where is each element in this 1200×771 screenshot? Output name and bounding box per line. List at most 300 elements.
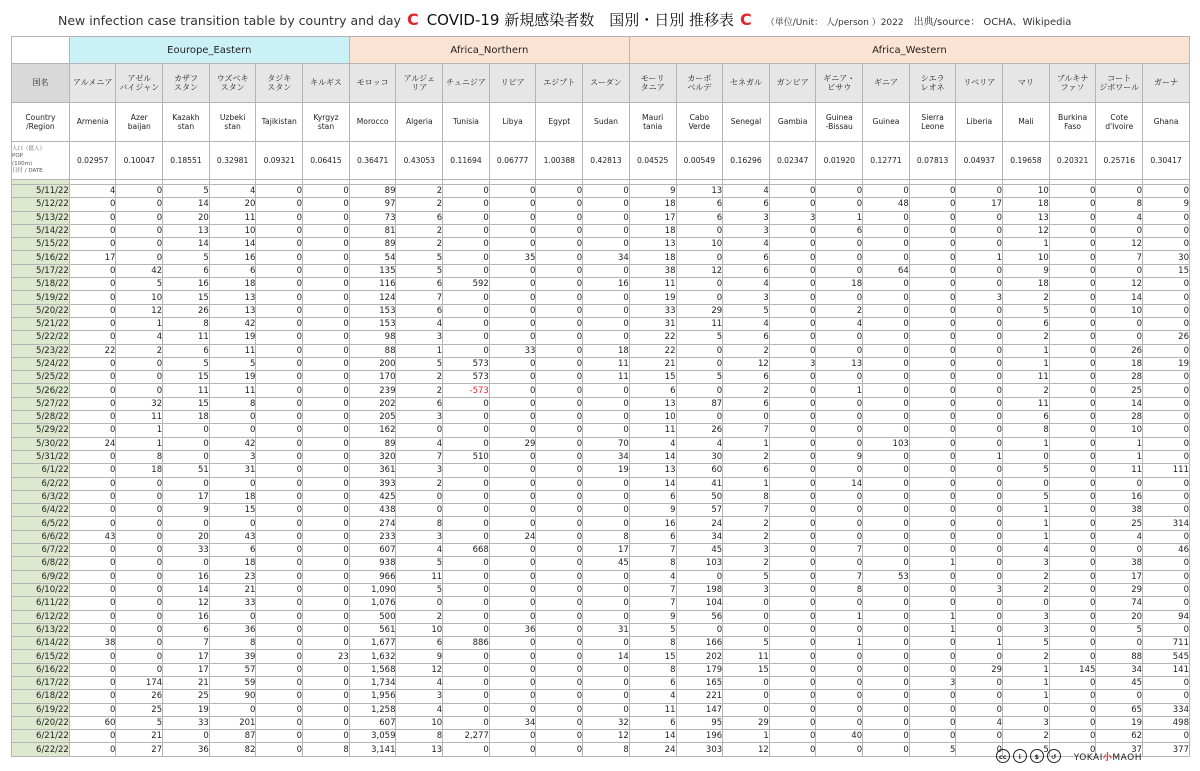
- case-count-cell: 0: [909, 331, 956, 344]
- case-count-cell: 11: [396, 570, 443, 583]
- case-count-cell: 0: [863, 557, 910, 570]
- case-count-cell: 0: [303, 211, 350, 224]
- case-count-cell: 1: [909, 557, 956, 570]
- date-cell: 6/4/22: [12, 504, 70, 517]
- case-count-cell: 2: [1003, 583, 1050, 596]
- table-row: [12, 730, 1190, 743]
- case-count-cell: 886: [443, 637, 490, 650]
- case-count-cell: 15: [209, 504, 256, 517]
- case-count-cell: 19: [1096, 716, 1143, 729]
- case-count-cell: 0: [1096, 317, 1143, 330]
- case-count-cell: 0: [489, 291, 536, 304]
- case-count-cell: 3,059: [349, 730, 396, 743]
- case-count-cell: 0: [1049, 690, 1096, 703]
- case-count-cell: 0: [723, 703, 770, 716]
- case-count-cell: 0: [536, 317, 583, 330]
- case-count-cell: 274: [349, 517, 396, 530]
- case-count-cell: 0: [863, 743, 910, 756]
- case-count-cell: 11: [1003, 397, 1050, 410]
- case-count-cell: 0: [536, 211, 583, 224]
- case-count-cell: 21: [163, 676, 210, 689]
- case-count-cell: 10: [1003, 185, 1050, 198]
- case-count-cell: 17: [163, 490, 210, 503]
- case-count-cell: 9: [629, 185, 676, 198]
- case-count-cell: 162: [349, 424, 396, 437]
- case-count-cell: 16: [163, 278, 210, 291]
- case-count-cell: 12: [163, 597, 210, 610]
- case-count-cell: 0: [769, 637, 816, 650]
- case-count-cell: 4: [396, 317, 443, 330]
- case-count-cell: 0: [816, 464, 863, 477]
- case-count-cell: 2: [396, 477, 443, 490]
- case-count-cell: 9: [396, 650, 443, 663]
- case-count-cell: 8: [629, 663, 676, 676]
- case-count-cell: 0: [956, 504, 1003, 517]
- case-count-cell: 2,277: [443, 730, 490, 743]
- case-count-cell: 0: [863, 517, 910, 530]
- case-count-cell: 314: [1143, 517, 1190, 530]
- case-count-cell: 15: [723, 663, 770, 676]
- date-cell: 5/27/22: [12, 397, 70, 410]
- population-value: 0.11694: [443, 142, 490, 180]
- case-count-cell: 0: [956, 490, 1003, 503]
- case-count-cell: 0: [816, 264, 863, 277]
- date-cell: 6/8/22: [12, 557, 70, 570]
- country-name-en: Armenia: [69, 103, 116, 142]
- case-count-cell: 0: [489, 264, 536, 277]
- case-count-cell: 0: [256, 544, 303, 557]
- case-count-cell: 6: [629, 676, 676, 689]
- case-count-cell: 1: [956, 450, 1003, 463]
- case-count-cell: 0: [769, 650, 816, 663]
- region-header: Africa_Western: [629, 37, 1189, 64]
- case-count-cell: 153: [349, 317, 396, 330]
- case-count-cell: 0: [676, 411, 723, 424]
- case-count-cell: 10: [116, 291, 163, 304]
- case-count-cell: 13: [209, 291, 256, 304]
- case-count-cell: 0: [1143, 477, 1190, 490]
- table-row: [12, 424, 1190, 437]
- case-count-cell: 0: [863, 238, 910, 251]
- table-row: [12, 530, 1190, 543]
- case-count-cell: 0: [583, 238, 630, 251]
- case-count-cell: 8: [629, 637, 676, 650]
- case-count-cell: 89: [349, 185, 396, 198]
- case-count-cell: 36: [163, 743, 210, 756]
- case-count-cell: 166: [676, 637, 723, 650]
- case-count-cell: 0: [816, 557, 863, 570]
- case-count-cell: 90: [209, 690, 256, 703]
- case-count-cell: 0: [116, 583, 163, 596]
- case-count-cell: 8: [583, 743, 630, 756]
- case-count-cell: 0: [443, 304, 490, 317]
- case-count-cell: 0: [1003, 703, 1050, 716]
- case-count-cell: 19: [1143, 357, 1190, 370]
- case-count-cell: 29: [1096, 583, 1143, 596]
- case-count-cell: 0: [909, 344, 956, 357]
- case-count-cell: 0: [489, 477, 536, 490]
- case-count-cell: 0: [303, 716, 350, 729]
- case-count-cell: 97: [349, 198, 396, 211]
- case-count-cell: 43: [69, 530, 116, 543]
- case-count-cell: 9: [163, 504, 210, 517]
- case-count-cell: 4: [1096, 530, 1143, 543]
- date-cell: 6/12/22: [12, 610, 70, 623]
- case-count-cell: 17: [583, 544, 630, 557]
- country-name-en: Cabo Verde: [676, 103, 723, 142]
- date-cell: 6/6/22: [12, 530, 70, 543]
- table-row: [12, 650, 1190, 663]
- case-count-cell: 0: [69, 490, 116, 503]
- case-count-cell: 0: [863, 716, 910, 729]
- case-count-cell: 18: [629, 251, 676, 264]
- case-count-cell: 0: [303, 703, 350, 716]
- case-count-cell: 0: [1049, 238, 1096, 251]
- case-count-cell: 15: [163, 371, 210, 384]
- case-count-cell: 8: [1003, 424, 1050, 437]
- case-count-cell: 0: [69, 477, 116, 490]
- case-count-cell: 12: [116, 304, 163, 317]
- case-count-cell: 4: [209, 185, 256, 198]
- table-row: [12, 597, 1190, 610]
- case-count-cell: 38: [629, 264, 676, 277]
- case-count-cell: 11: [209, 384, 256, 397]
- case-count-cell: 4: [723, 278, 770, 291]
- case-count-cell: 0: [863, 331, 910, 344]
- case-count-cell: 3: [723, 544, 770, 557]
- case-count-cell: 29: [489, 437, 536, 450]
- case-count-cell: 22: [629, 331, 676, 344]
- case-count-cell: 711: [1143, 637, 1190, 650]
- case-count-cell: 0: [863, 637, 910, 650]
- case-count-cell: 0: [909, 703, 956, 716]
- case-count-cell: 24: [489, 530, 536, 543]
- table-row: [12, 437, 1190, 450]
- case-count-cell: 9: [629, 504, 676, 517]
- case-count-cell: 0: [209, 477, 256, 490]
- case-count-cell: 0: [489, 610, 536, 623]
- case-count-cell: 0: [443, 238, 490, 251]
- case-count-cell: 21: [209, 583, 256, 596]
- case-count-cell: 202: [676, 650, 723, 663]
- case-count-cell: 0: [816, 504, 863, 517]
- case-count-cell: 0: [1049, 530, 1096, 543]
- population-value: 0.02347: [769, 142, 816, 180]
- date-cell: 5/16/22: [12, 251, 70, 264]
- case-count-cell: 13: [209, 304, 256, 317]
- case-count-cell: 0: [909, 397, 956, 410]
- case-count-cell: 18: [209, 278, 256, 291]
- population-value: 0.07813: [909, 142, 956, 180]
- case-count-cell: 0: [489, 570, 536, 583]
- case-count-cell: 0: [676, 357, 723, 370]
- case-count-cell: 37: [1096, 743, 1143, 756]
- case-count-cell: 42: [209, 437, 256, 450]
- case-count-cell: 0: [909, 637, 956, 650]
- case-count-cell: 0: [489, 703, 536, 716]
- case-count-cell: 0: [769, 437, 816, 450]
- case-count-cell: 0: [956, 690, 1003, 703]
- case-count-cell: 0: [1143, 411, 1190, 424]
- country-name-en: Algeria: [396, 103, 443, 142]
- case-count-cell: 34: [676, 530, 723, 543]
- case-count-cell: 20: [163, 530, 210, 543]
- case-count-cell: 0: [909, 464, 956, 477]
- case-count-cell: 8: [396, 517, 443, 530]
- case-count-cell: 36: [209, 623, 256, 636]
- case-count-cell: 0: [303, 424, 350, 437]
- case-count-cell: 0: [863, 477, 910, 490]
- case-count-cell: 0: [303, 411, 350, 424]
- case-count-cell: 0: [256, 304, 303, 317]
- case-count-cell: 0: [69, 411, 116, 424]
- case-count-cell: 0: [443, 570, 490, 583]
- case-count-cell: 6: [396, 637, 443, 650]
- country-name-jp: リベリア: [956, 64, 1003, 103]
- case-count-cell: 33: [629, 304, 676, 317]
- case-count-cell: 0: [69, 623, 116, 636]
- case-count-cell: -573: [443, 384, 490, 397]
- case-count-cell: 6: [629, 716, 676, 729]
- population-value: 1.00388: [536, 142, 583, 180]
- case-count-cell: 0: [956, 238, 1003, 251]
- case-count-cell: 0: [1049, 198, 1096, 211]
- case-count-cell: 1,677: [349, 637, 396, 650]
- case-count-cell: 0: [443, 211, 490, 224]
- case-count-cell: 16: [163, 610, 210, 623]
- case-count-cell: 0: [256, 637, 303, 650]
- case-count-cell: 0: [909, 730, 956, 743]
- case-count-cell: 21: [116, 730, 163, 743]
- case-count-cell: 0: [256, 504, 303, 517]
- case-count-cell: 205: [349, 411, 396, 424]
- case-count-cell: 0: [676, 224, 723, 237]
- case-count-cell: 1: [956, 251, 1003, 264]
- case-count-cell: 10: [1096, 424, 1143, 437]
- date-cell: 6/16/22: [12, 663, 70, 676]
- case-count-cell: 4: [723, 185, 770, 198]
- table-row: [12, 198, 1190, 211]
- case-count-cell: 17: [629, 211, 676, 224]
- case-count-cell: 0: [489, 544, 536, 557]
- case-count-cell: 0: [489, 517, 536, 530]
- case-count-cell: 4: [956, 716, 1003, 729]
- case-count-cell: 1: [1003, 238, 1050, 251]
- case-count-cell: 64: [863, 264, 910, 277]
- case-count-cell: 0: [583, 504, 630, 517]
- case-count-cell: 0: [1003, 597, 1050, 610]
- case-count-cell: 25: [163, 690, 210, 703]
- case-count-cell: 42: [209, 317, 256, 330]
- case-count-cell: 1: [909, 610, 956, 623]
- case-count-cell: 0: [443, 530, 490, 543]
- case-count-cell: 0: [489, 490, 536, 503]
- case-count-cell: 0: [956, 331, 1003, 344]
- case-count-cell: 104: [676, 597, 723, 610]
- population-value: 0.02957: [69, 142, 116, 180]
- case-count-cell: 233: [349, 530, 396, 543]
- case-count-cell: 0: [69, 743, 116, 756]
- case-count-cell: 0: [536, 278, 583, 291]
- case-count-cell: 573: [443, 357, 490, 370]
- table-row: [12, 544, 1190, 557]
- case-count-cell: 0: [303, 238, 350, 251]
- case-count-cell: 0: [769, 743, 816, 756]
- case-count-cell: 0: [536, 411, 583, 424]
- case-count-cell: 6: [723, 464, 770, 477]
- country-name-jp: キルギス: [303, 64, 350, 103]
- case-count-cell: 0: [69, 264, 116, 277]
- population-value: 0.18551: [163, 142, 210, 180]
- case-count-cell: 0: [536, 690, 583, 703]
- case-count-cell: 0: [489, 331, 536, 344]
- case-count-cell: 7: [396, 291, 443, 304]
- case-count-cell: 0: [163, 557, 210, 570]
- case-count-cell: 6: [629, 384, 676, 397]
- case-count-cell: 0: [443, 490, 490, 503]
- population-value: 0.01920: [816, 142, 863, 180]
- case-count-cell: 0: [303, 663, 350, 676]
- case-count-cell: 0: [116, 504, 163, 517]
- case-count-cell: 28: [1096, 371, 1143, 384]
- case-count-cell: 18: [116, 464, 163, 477]
- case-count-cell: 0: [583, 663, 630, 676]
- case-count-cell: 3: [723, 291, 770, 304]
- country-name-jp: スーダン: [583, 64, 630, 103]
- case-count-cell: 0: [723, 676, 770, 689]
- table-row: [12, 703, 1190, 716]
- case-count-cell: 6: [163, 344, 210, 357]
- case-count-cell: 2: [396, 224, 443, 237]
- case-count-cell: 0: [489, 583, 536, 596]
- case-count-cell: 0: [303, 504, 350, 517]
- case-count-cell: 0: [256, 371, 303, 384]
- case-count-cell: 0: [769, 610, 816, 623]
- case-count-cell: 0: [1049, 291, 1096, 304]
- case-count-cell: 2: [1003, 650, 1050, 663]
- case-count-cell: 5: [163, 185, 210, 198]
- case-count-cell: 6: [723, 264, 770, 277]
- case-count-cell: 0: [209, 424, 256, 437]
- case-count-cell: 0: [583, 517, 630, 530]
- case-count-cell: 0: [116, 357, 163, 370]
- case-count-cell: 7: [816, 544, 863, 557]
- case-count-cell: 12: [396, 663, 443, 676]
- table-row: [12, 344, 1190, 357]
- case-count-cell: 0: [536, 583, 583, 596]
- case-count-cell: 0: [536, 663, 583, 676]
- case-count-cell: 0: [69, 224, 116, 237]
- date-cell: 6/2/22: [12, 477, 70, 490]
- case-count-cell: 0: [256, 517, 303, 530]
- case-count-cell: 15: [163, 291, 210, 304]
- case-count-cell: 7: [629, 597, 676, 610]
- case-count-cell: 0: [583, 224, 630, 237]
- case-count-cell: 19: [583, 464, 630, 477]
- date-cell: 6/22/22: [12, 743, 70, 756]
- country-name-jp: マリ: [1003, 64, 1050, 103]
- case-count-cell: 2: [1003, 570, 1050, 583]
- case-count-cell: 0: [1143, 291, 1190, 304]
- nc-icon: $: [1030, 749, 1044, 763]
- case-count-cell: 0: [1049, 477, 1096, 490]
- country-name-en: Azer baijan: [116, 103, 163, 142]
- case-count-cell: 0: [1049, 517, 1096, 530]
- case-count-cell: 0: [1143, 424, 1190, 437]
- case-count-cell: 0: [303, 557, 350, 570]
- case-count-cell: 0: [536, 650, 583, 663]
- case-count-cell: 11: [1096, 464, 1143, 477]
- case-count-cell: 0: [69, 424, 116, 437]
- table-row: [12, 384, 1190, 397]
- case-count-cell: 4: [629, 437, 676, 450]
- case-count-cell: 6: [1003, 317, 1050, 330]
- case-count-cell: 1: [723, 477, 770, 490]
- case-count-cell: 0: [1143, 570, 1190, 583]
- case-count-cell: 14: [163, 583, 210, 596]
- case-count-cell: 54: [349, 251, 396, 264]
- case-count-cell: 13: [1003, 211, 1050, 224]
- case-count-cell: 0: [69, 357, 116, 370]
- case-count-cell: 0: [256, 437, 303, 450]
- case-count-cell: 0: [489, 357, 536, 370]
- case-count-cell: 0: [909, 597, 956, 610]
- case-count-cell: 0: [1049, 357, 1096, 370]
- case-count-cell: 0: [116, 544, 163, 557]
- case-count-cell: 2: [116, 344, 163, 357]
- case-count-cell: 0: [1049, 610, 1096, 623]
- case-count-cell: 14: [209, 238, 256, 251]
- country-name-jp: ギニア: [863, 64, 910, 103]
- case-count-cell: 111: [1143, 464, 1190, 477]
- case-count-cell: 0: [256, 291, 303, 304]
- case-count-cell: 0: [69, 317, 116, 330]
- case-count-cell: 0: [303, 198, 350, 211]
- case-count-cell: 31: [583, 623, 630, 636]
- case-count-cell: 0: [489, 317, 536, 330]
- case-count-cell: 19: [629, 291, 676, 304]
- case-count-cell: 425: [349, 490, 396, 503]
- case-count-cell: 0: [303, 278, 350, 291]
- date-cell: 6/21/22: [12, 730, 70, 743]
- case-count-cell: 0: [536, 264, 583, 277]
- case-count-cell: 0: [303, 544, 350, 557]
- case-count-cell: 0: [1143, 397, 1190, 410]
- case-count-cell: 0: [536, 251, 583, 264]
- case-count-cell: 0: [303, 690, 350, 703]
- case-count-cell: 3: [723, 211, 770, 224]
- case-count-cell: 0: [1143, 490, 1190, 503]
- cc-icon: cc: [996, 749, 1010, 763]
- case-count-cell: 0: [1049, 185, 1096, 198]
- case-count-cell: 6: [629, 530, 676, 543]
- population-value: 0.09321: [256, 142, 303, 180]
- case-count-cell: 0: [256, 650, 303, 663]
- case-count-cell: 0: [816, 623, 863, 636]
- date-cell: 5/15/22: [12, 238, 70, 251]
- date-cell: 6/9/22: [12, 570, 70, 583]
- case-count-cell: 0: [443, 517, 490, 530]
- country-jp-row: [12, 64, 1190, 103]
- case-count-cell: 0: [116, 490, 163, 503]
- case-count-cell: 0: [536, 623, 583, 636]
- case-count-cell: 147: [676, 703, 723, 716]
- case-count-cell: 0: [116, 623, 163, 636]
- case-count-cell: 0: [1049, 583, 1096, 596]
- case-count-cell: 0: [256, 357, 303, 370]
- case-count-cell: 0: [303, 490, 350, 503]
- case-count-cell: 48: [863, 198, 910, 211]
